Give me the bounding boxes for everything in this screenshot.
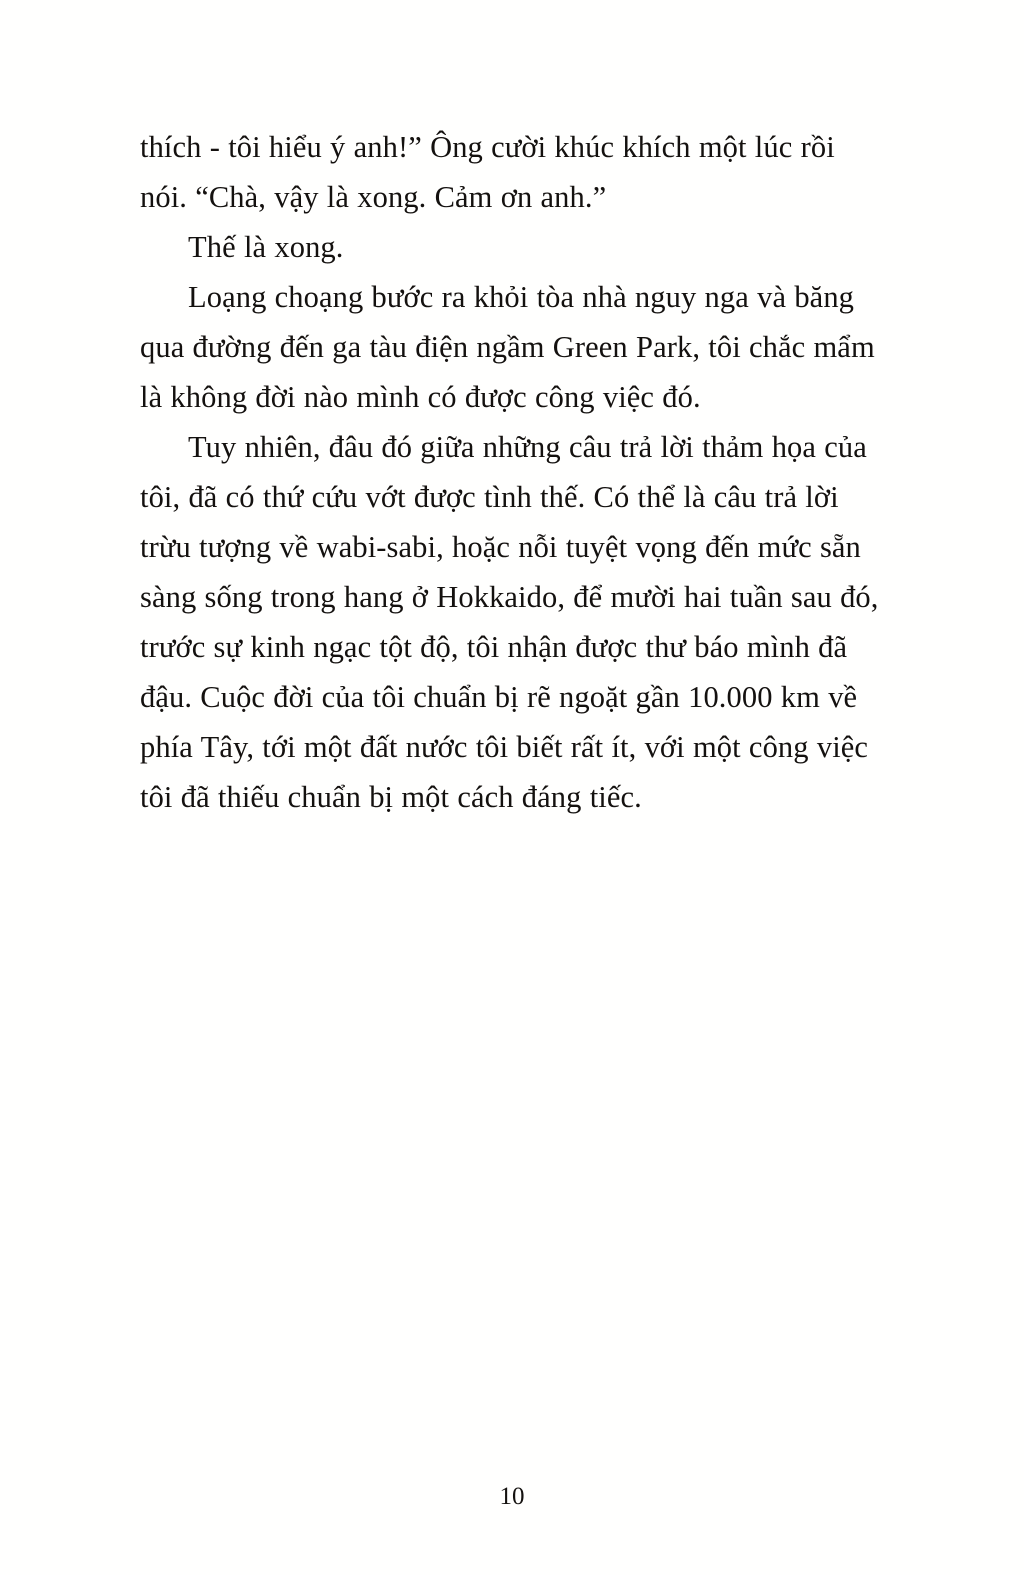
paragraph: Tuy nhiên, đâu đó giữa những câu trả lời thảm họa của tôi, đã có thứ cứu vớt được tình thế. Có thể là câu trả lời trừu tượng về wabi-sabi, hoặc nỗi tuyệt vọng đến mức sẵn sàng sống trong hang ở Hokkaido, để mười hai tuần sau đó, trước sự kinh ngạc tột độ, tôi nhận được thư báo mình đã đậu. Cuộc đời của tôi chuẩn bị rẽ ngoặt gần 10.000 km về phía Tây, tới một đất nước tôi biết rất ít, với một công việc tôi đã thiếu chuẩn bị một cách đáng tiếc.: [140, 430, 879, 814]
paragraph: Thế là xong.: [188, 230, 344, 264]
paragraph: Loạng choạng bước ra khỏi tòa nhà nguy nga và băng qua đường đến ga tàu điện ngầm Green Park, tôi chắc mẩm là không đời nào mình có được công việc đó.: [140, 280, 875, 414]
paragraph: thích - tôi hiểu ý anh!” Ông cười khúc khích một lúc rồi nói. “Chà, vậy là xong. Cảm ơn anh.”: [140, 130, 835, 214]
body-text: [140, 122, 885, 822]
page-number: 10: [499, 1483, 525, 1510]
